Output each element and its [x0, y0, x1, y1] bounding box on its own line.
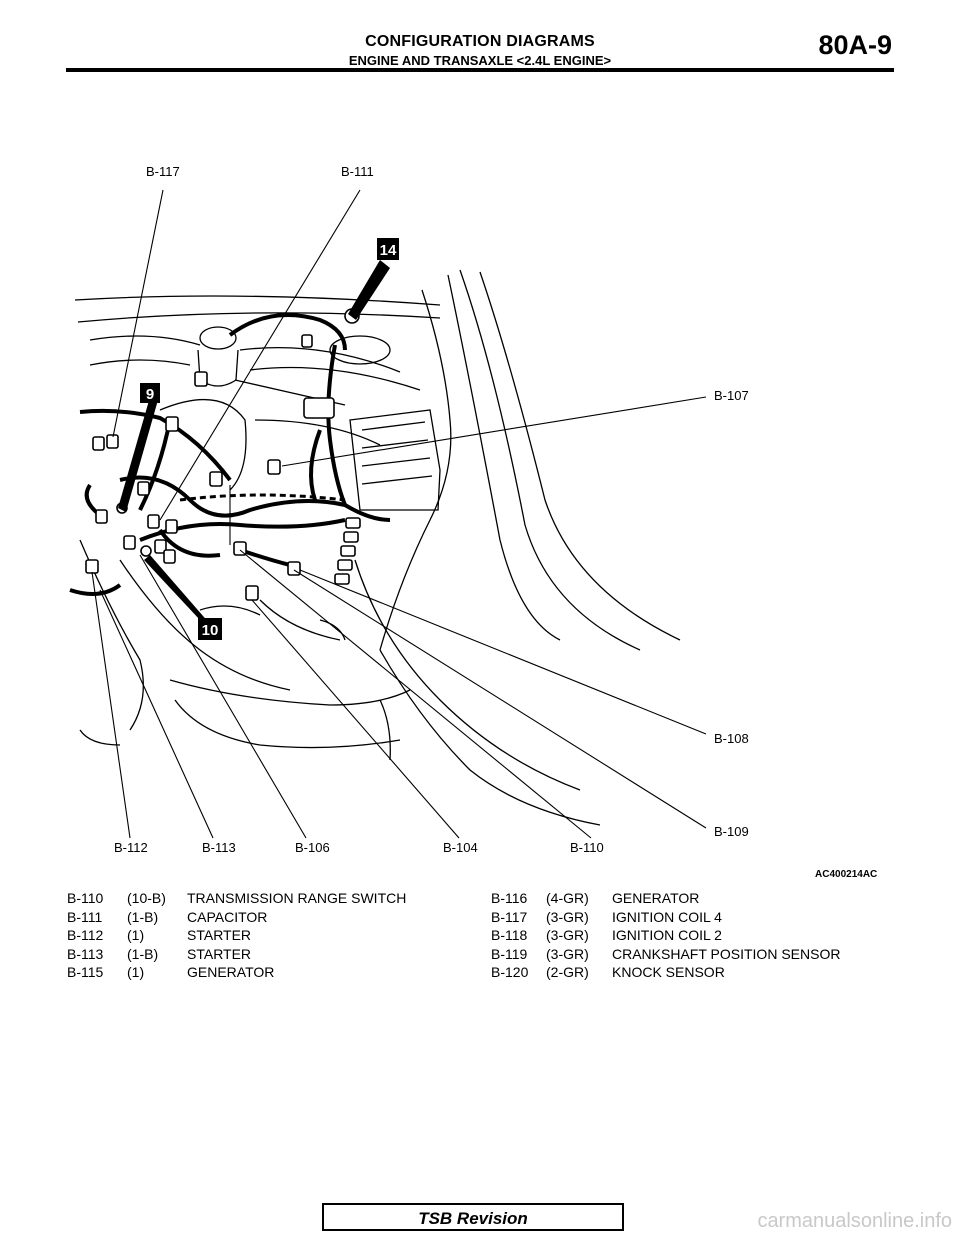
legend-name: KNOCK SENSOR	[612, 964, 725, 980]
label-b109: B-109	[714, 824, 749, 839]
legend-name: STARTER	[187, 945, 252, 962]
legend-left	[67, 889, 406, 982]
legend-code: B-119	[491, 945, 528, 962]
label-b106: B-106	[295, 840, 330, 855]
legend-spec: (1)	[127, 927, 145, 943]
legend-name: IGNITION COIL 4	[612, 908, 722, 925]
legend-row	[67, 908, 406, 927]
legend-code: B-110	[67, 890, 104, 906]
section-subtitle: ENGINE AND TRANSAXLE <2.4L ENGINE>	[348, 53, 612, 68]
legend-row	[491, 963, 840, 982]
legend-name: CAPACITOR	[187, 908, 268, 925]
legend-name: GENERATOR	[612, 890, 700, 906]
connector-group	[86, 309, 360, 600]
legend-row	[67, 889, 406, 908]
legend-row	[67, 926, 406, 945]
watermark: carmanualsonline.info	[757, 1210, 952, 1232]
badge-10	[198, 618, 222, 640]
label-b113: B-113	[202, 840, 236, 855]
legend-code: B-115	[67, 964, 104, 980]
legend-spec: (1)	[127, 964, 145, 980]
label-b112: B-112	[114, 840, 148, 855]
legend-code: B-117	[491, 908, 528, 925]
legend-row	[491, 908, 840, 927]
badge-9-label: 9	[145, 386, 155, 403]
legend-spec: (1-B)	[127, 945, 159, 962]
legend-name: TRANSMISSION RANGE SWITCH	[187, 890, 407, 906]
label-b110: B-110	[570, 840, 604, 855]
figure-code: AC400214AC	[815, 869, 878, 880]
label-b104: B-104	[443, 840, 478, 855]
legend-row	[491, 945, 840, 964]
legend-spec: (1-B)	[127, 908, 159, 925]
legend-spec: (3-GR)	[546, 908, 589, 925]
section-title: CONFIGURATION DIAGRAMS	[365, 33, 595, 50]
legend-code: B-116	[491, 890, 528, 906]
legend-code: B-113	[67, 945, 104, 962]
page-number: 80A-9	[818, 30, 892, 60]
legend-row	[491, 926, 840, 945]
legend-spec: (3-GR)	[546, 945, 589, 962]
legend-code: B-111	[67, 908, 103, 925]
badge-10-label: 10	[201, 622, 219, 639]
legend-name: IGNITION COIL 2	[612, 927, 722, 943]
legend-row	[67, 963, 406, 982]
legend-name: GENERATOR	[187, 964, 275, 980]
legend-name: STARTER	[187, 927, 252, 943]
label-b108: B-108	[714, 731, 749, 746]
badge-14	[377, 238, 399, 260]
legend-name: CRANKSHAFT POSITION SENSOR	[612, 945, 841, 962]
legend-spec: (3-GR)	[546, 927, 589, 943]
legend-spec: (10-B)	[127, 890, 166, 906]
tsb-revision-box: TSB Revision	[322, 1203, 624, 1231]
label-b107: B-107	[714, 388, 749, 403]
legend-right	[491, 889, 840, 982]
legend-spec: (2-GR)	[546, 964, 589, 980]
badge-9	[140, 383, 160, 403]
legend-code: B-112	[67, 927, 104, 943]
legend-code: B-120	[491, 964, 529, 980]
legend-row	[491, 889, 840, 908]
label-b117: B-117	[146, 164, 180, 179]
legend-row	[67, 945, 406, 964]
harness-tape	[180, 495, 345, 500]
legend-code: B-118	[491, 927, 528, 943]
legend-spec: (4-GR)	[546, 890, 589, 906]
badge-14-label: 14	[379, 242, 397, 259]
label-b111: B-111	[341, 164, 374, 179]
